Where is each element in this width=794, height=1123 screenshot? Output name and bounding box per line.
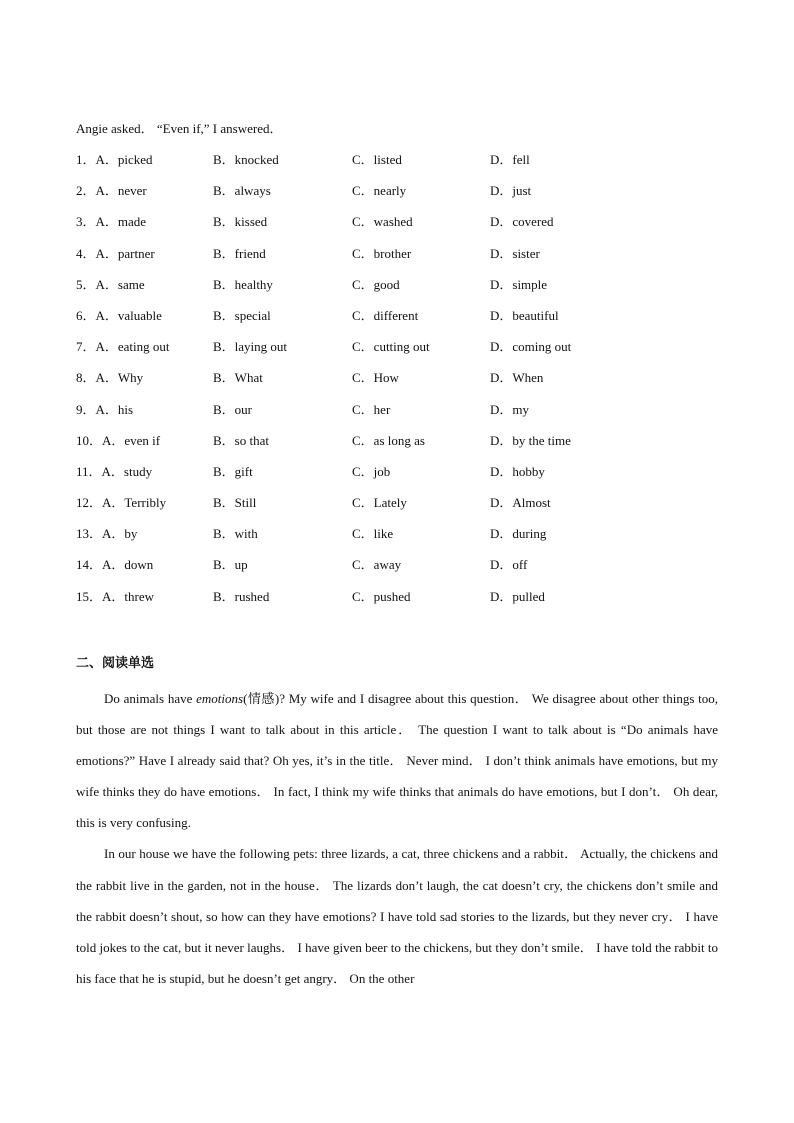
question-row <box>76 214 716 245</box>
question-row <box>76 495 716 526</box>
option-c: C．cutting out <box>352 339 430 355</box>
option-d: D．coming out <box>490 339 572 355</box>
option-b: B．special <box>213 307 271 323</box>
question-row <box>76 183 716 214</box>
option-b: B．rushed <box>213 588 270 604</box>
option-c: C．washed <box>352 214 413 230</box>
option-a: 6．A．valuable <box>76 307 162 323</box>
option-b: B．healthy <box>213 276 273 292</box>
option-c: C．job <box>352 463 391 479</box>
passage-paragraph: In our house we have the following pets: three lizards, a cat, three chickens and a rabbit． Actually, the chickens and the rabbit live in the garden, not in the house． The lizards don’t laugh, the cat doesn’t cry, the chickens don’t smile and the rabbit doesn’t shout, so how can they have emotions? I have told sad stories to the lizards, but they never cry． I have told jokes to the cat, but it never laughs． I have given beer to the chickens, but they don’t smile． I have told the rabbit to his face that he is stupid, but he doesn’t get angry． On the other <box>76 846 719 986</box>
passage-text: (情感)? My wife and I disagree about this question． We disagree about other things too, but those are not things I want to talk about in this article． The question I want to talk about is “Do animals have emotions?” Have I already said that? Oh yes, it’s in the title． Never mind． I don’t think animals have emotions, but my wife thinks they do have emotions． In fact, I think my wife thinks that animals do have emotions, but I don’t． Oh dear, this is very confusing. <box>76 691 718 831</box>
option-b: B．our <box>213 401 253 417</box>
option-b: B．always <box>213 183 271 199</box>
option-d: D．When <box>490 370 544 386</box>
option-d: D．sister <box>490 245 540 261</box>
question-row <box>76 464 716 495</box>
option-b: B．up <box>213 557 248 573</box>
question-row <box>76 370 716 401</box>
option-d: D．Almost <box>490 495 551 511</box>
option-a: 2．A．never <box>76 183 147 199</box>
option-c: C．Lately <box>352 495 407 511</box>
option-a: 14．A．down <box>76 557 154 573</box>
option-d: D．simple <box>490 276 548 292</box>
question-list <box>76 152 716 620</box>
option-a: 7．A．eating out <box>76 339 170 355</box>
option-d: D．by the time <box>490 432 571 448</box>
option-c: C．away <box>352 557 402 573</box>
option-d: D．just <box>490 183 532 199</box>
option-a: 5．A．same <box>76 276 145 292</box>
passage-emphasis: emotions <box>196 691 244 706</box>
option-d: D．beautiful <box>490 307 559 323</box>
question-row <box>76 246 716 277</box>
question-row <box>76 339 716 370</box>
reading-passage <box>76 683 718 994</box>
option-b: B．kissed <box>213 214 268 230</box>
question-row <box>76 526 716 557</box>
question-row <box>76 308 716 339</box>
option-d: D．hobby <box>490 463 545 479</box>
option-b: B．with <box>213 526 258 542</box>
option-d: D．fell <box>490 152 530 167</box>
option-a: 8．A．Why <box>76 370 144 386</box>
option-a: 13．A．by <box>76 526 138 542</box>
option-c: C．like <box>352 526 394 542</box>
option-a: 11．A．study <box>76 463 153 479</box>
option-c: C．How <box>352 370 399 386</box>
question-row <box>76 433 716 464</box>
option-b: B．knocked <box>213 152 279 167</box>
option-c: C．pushed <box>352 588 411 604</box>
option-c: C．brother <box>352 245 412 261</box>
option-b: B．friend <box>213 245 266 261</box>
option-a: 1．A．picked <box>76 152 153 167</box>
intro-line: Angie asked． “Even if,” I answered． <box>76 121 283 136</box>
section-heading: 二、阅读单选 <box>76 656 155 671</box>
passage-text: Do animals have <box>104 691 197 706</box>
option-a: 4．A．partner <box>76 245 155 261</box>
option-c: C．as long as <box>352 432 425 448</box>
option-b: B．What <box>213 370 263 386</box>
option-b: B．Still <box>213 495 257 511</box>
question-row <box>76 402 716 433</box>
option-c: C．nearly <box>352 183 407 199</box>
option-a: 9．A．his <box>76 401 134 417</box>
passage-paragraph <box>76 683 718 838</box>
option-d: D．off <box>490 557 528 573</box>
option-c: C．her <box>352 401 391 417</box>
option-c: C．different <box>352 307 419 323</box>
question-row <box>76 557 716 588</box>
option-d: D．during <box>490 526 547 542</box>
option-d: D．pulled <box>490 588 545 604</box>
option-b: B．so that <box>213 432 269 448</box>
question-row <box>76 152 716 183</box>
option-b: B．laying out <box>213 339 288 355</box>
option-a: 12．A．Terribly <box>76 495 167 511</box>
option-a: 10．A．even if <box>76 432 161 448</box>
option-c: C．listed <box>352 152 402 167</box>
question-row <box>76 277 716 308</box>
option-c: C．good <box>352 276 400 292</box>
option-b: B．gift <box>213 463 253 479</box>
option-d: D．covered <box>490 214 554 230</box>
option-a: 3．A．made <box>76 214 147 230</box>
option-d: D．my <box>490 401 530 417</box>
option-a: 15．A．threw <box>76 588 154 604</box>
question-row <box>76 589 716 620</box>
